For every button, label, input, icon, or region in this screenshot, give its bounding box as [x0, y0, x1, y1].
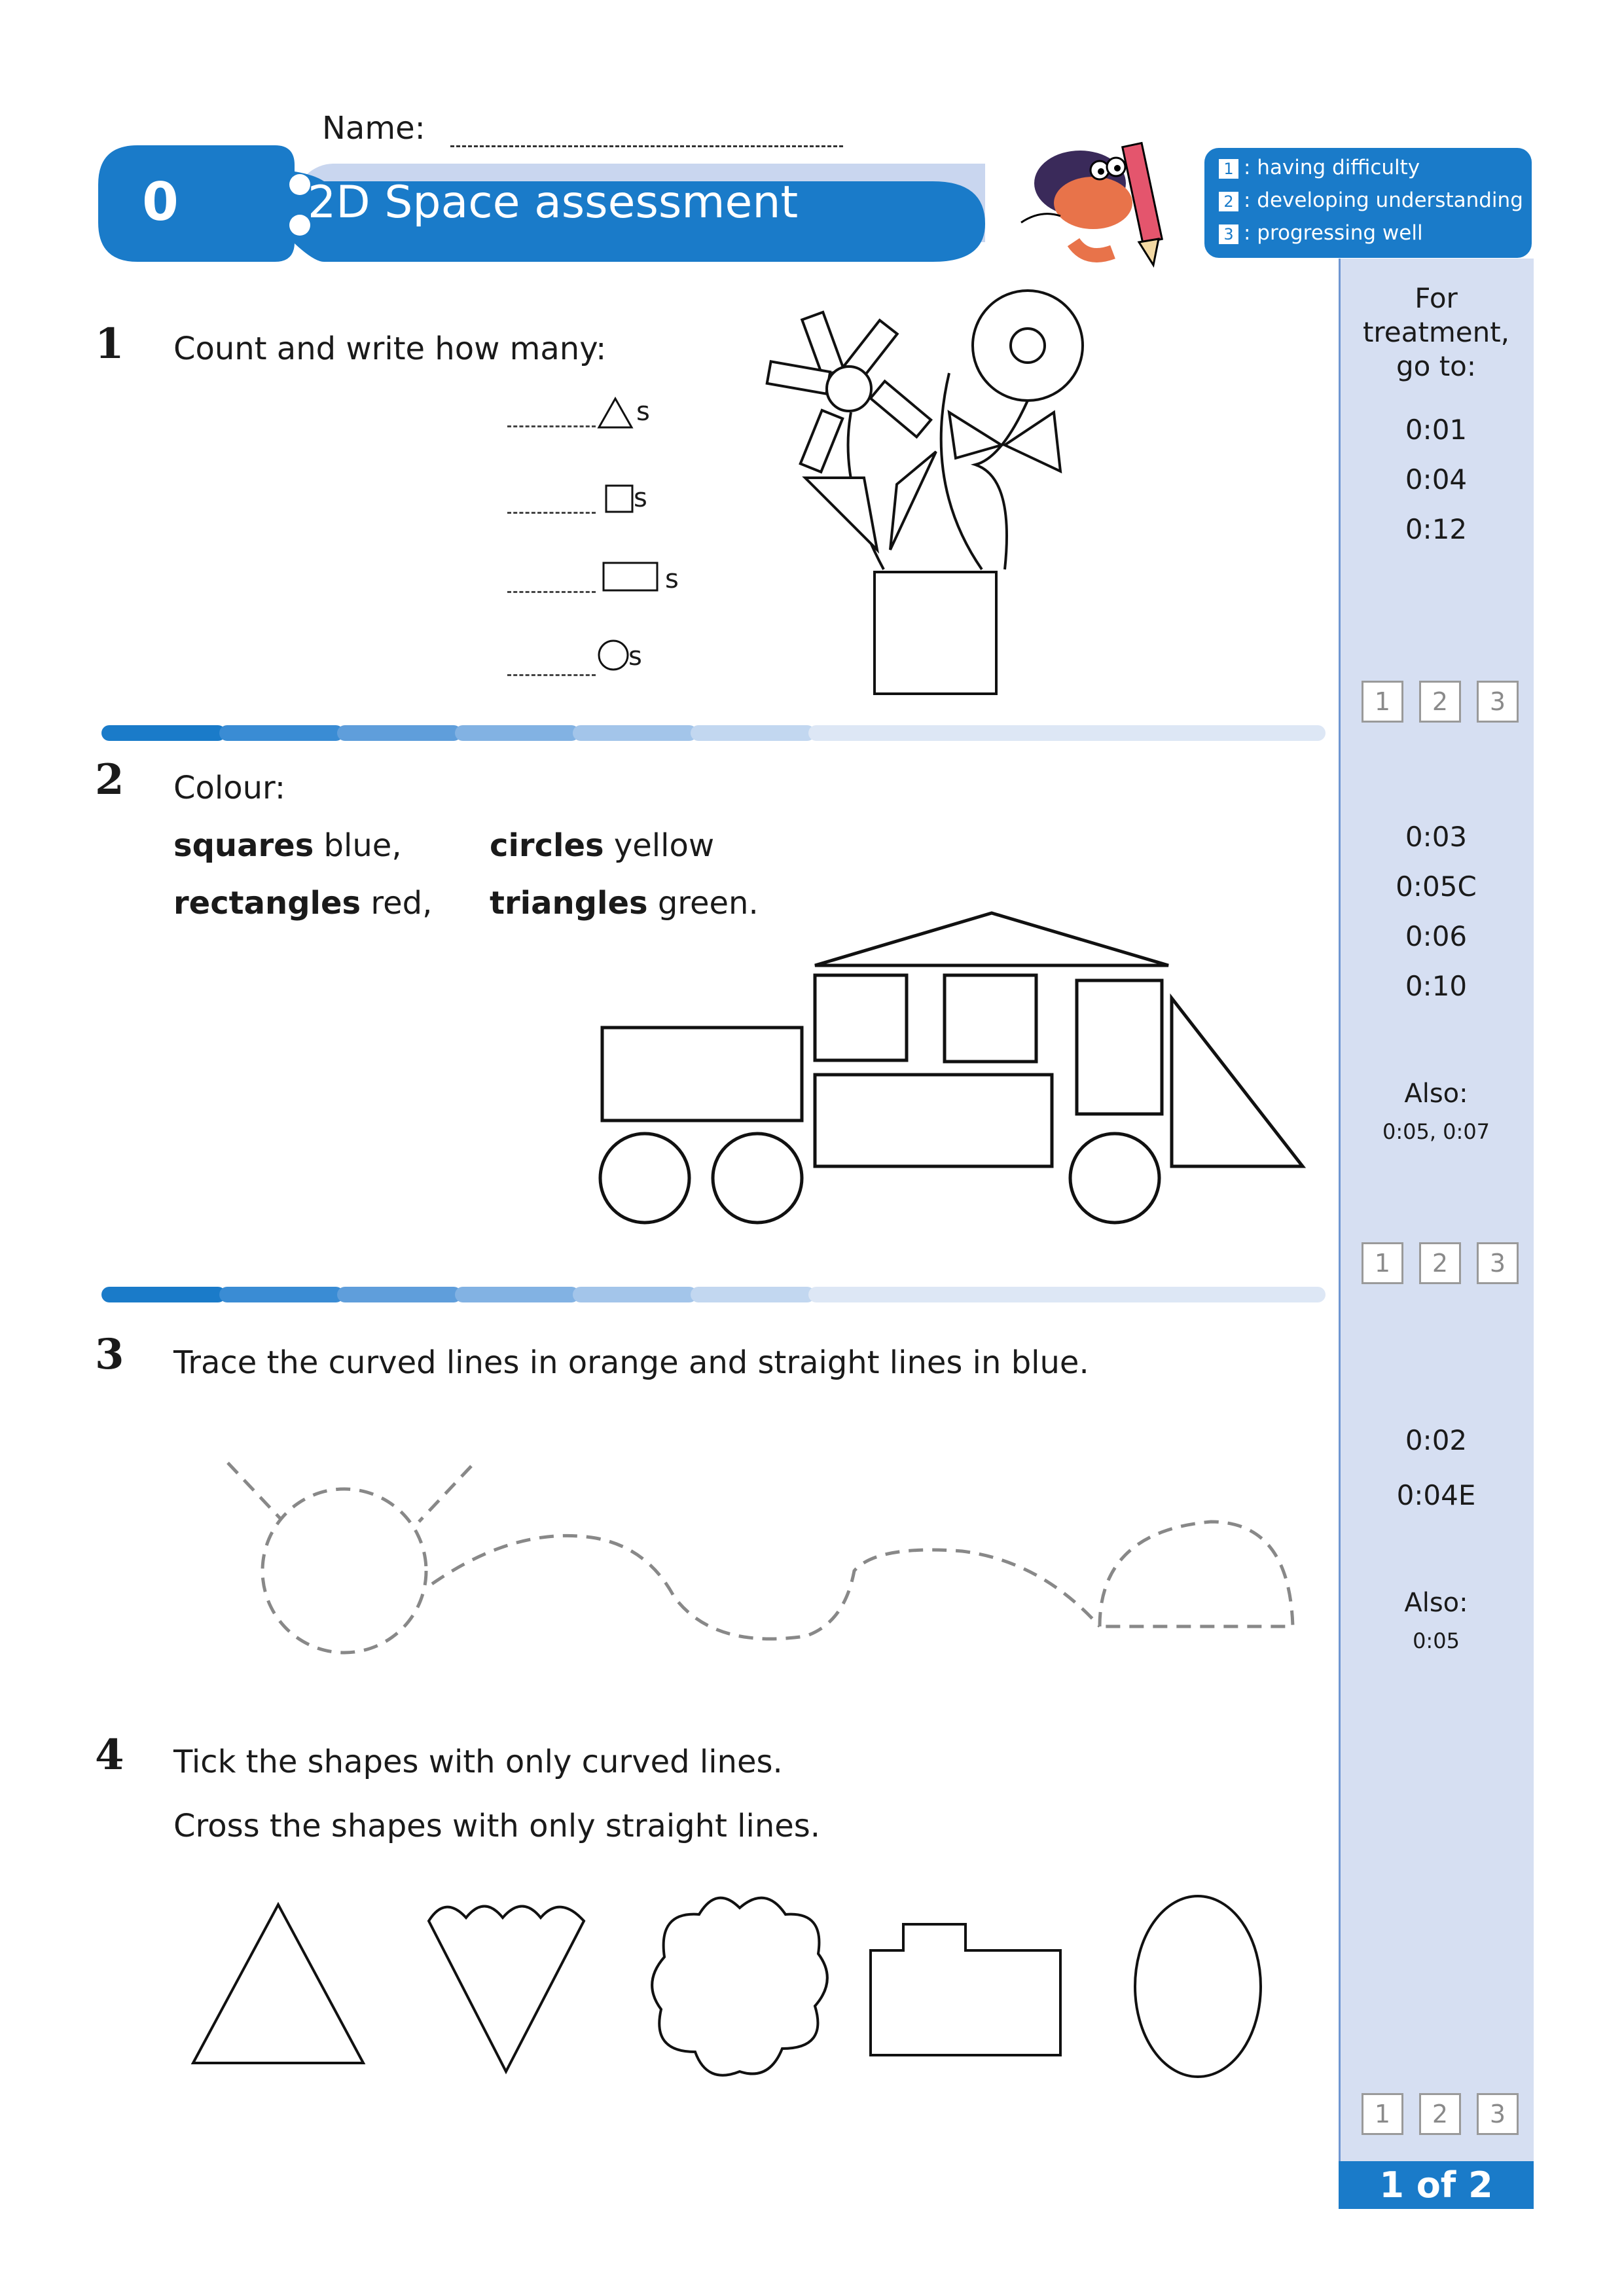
rating-box-2[interactable]: 2: [1419, 1242, 1461, 1284]
plural-suffix: s: [628, 641, 642, 672]
legend-row-1: 1 : having difficulty: [1219, 156, 1420, 179]
rating-boxes-q1: [1362, 681, 1519, 723]
plural-suffix: s: [634, 483, 647, 513]
section-divider: [101, 1287, 1339, 1302]
name-label: Name:: [322, 110, 425, 147]
truck-picture[interactable]: [592, 903, 1319, 1230]
triangle-shape[interactable]: [183, 1892, 373, 2081]
rating-box-3[interactable]: 3: [1477, 1242, 1519, 1284]
rating-box-2[interactable]: 2: [1419, 681, 1461, 723]
question-number: 2: [95, 755, 124, 804]
also-label: Also:: [1404, 1079, 1468, 1109]
crab-mascot-icon: [1001, 131, 1198, 275]
triangle-icon: [597, 397, 634, 429]
treatment-code: 0:01: [1405, 414, 1468, 446]
rating-box-1[interactable]: 1: [1362, 2093, 1403, 2135]
section-divider: [101, 725, 1339, 741]
rating-box-2[interactable]: 2: [1419, 2093, 1461, 2135]
also-codes: 0:05, 0:07: [1382, 1119, 1490, 1144]
triangle-count-input[interactable]: [507, 425, 596, 427]
colour-instruction: squares blue,: [173, 827, 402, 864]
assessment-number: 0: [142, 171, 179, 232]
legend-row-2: 2 : developing understanding: [1219, 188, 1523, 212]
treatment-code: 0:06: [1405, 920, 1468, 952]
notched-rectangle-shape[interactable]: [864, 1911, 1067, 2062]
page-number: 1 of 2: [1339, 2161, 1534, 2209]
colour-instruction: triangles green.: [490, 885, 759, 922]
question-text: Count and write how many:: [173, 331, 607, 367]
sidebar-title: For treatment, go to:: [1362, 282, 1510, 382]
rectangle-count-input[interactable]: [507, 591, 596, 593]
treatment-code: 0:05C: [1396, 870, 1477, 903]
circle-icon: [597, 639, 630, 672]
tracing-lines[interactable]: [216, 1446, 1316, 1662]
treatment-code: 0:02: [1405, 1424, 1468, 1456]
square-count-input[interactable]: [507, 512, 596, 514]
treatment-code: 0:04: [1405, 463, 1468, 495]
question-number: 4: [95, 1731, 124, 1780]
treatment-code: 0:03: [1405, 821, 1468, 853]
rating-box-3[interactable]: 3: [1477, 2093, 1519, 2135]
question-intro: Colour:: [173, 770, 286, 806]
rectangle-icon: [602, 562, 659, 592]
rating-boxes-q3-q4: [1362, 2093, 1519, 2135]
question-number: 3: [95, 1330, 124, 1379]
treatment-code: 0:12: [1405, 513, 1468, 545]
rating-boxes-q2: [1362, 1242, 1519, 1284]
plural-suffix: s: [636, 397, 650, 427]
plural-suffix: s: [665, 564, 679, 594]
question-text: Trace the curved lines in orange and straight lines in blue.: [173, 1344, 1089, 1381]
rating-legend: [1204, 148, 1532, 258]
scalloped-cone-shape[interactable]: [419, 1892, 596, 2081]
question-text: Cross the shapes with only straight lines.: [173, 1808, 821, 1844]
circle-count-input[interactable]: [507, 674, 596, 676]
rating-box-1[interactable]: 1: [1362, 1242, 1403, 1284]
question-text: Tick the shapes with only curved lines.: [173, 1744, 783, 1780]
treatment-sidebar: [1339, 259, 1534, 2209]
square-icon: [605, 484, 634, 513]
rating-box-1[interactable]: 1: [1362, 681, 1403, 723]
rating-box-3[interactable]: 3: [1477, 681, 1519, 723]
oval-shape[interactable]: [1126, 1885, 1270, 2088]
treatment-code: 0:04E: [1396, 1479, 1476, 1511]
page-title: 2D Space assessment: [308, 177, 799, 228]
also-label: Also:: [1404, 1588, 1468, 1618]
also-codes: 0:05: [1413, 1628, 1460, 1653]
question-number: 1: [95, 319, 124, 368]
colour-instruction: rectangles red,: [173, 885, 433, 922]
legend-row-3: 3 : progressing well: [1219, 221, 1423, 245]
flower-pot-picture: [759, 288, 1100, 700]
colour-instruction: circles yellow: [490, 827, 715, 864]
treatment-code: 0:10: [1405, 970, 1468, 1002]
flower-cloud-shape[interactable]: [641, 1885, 838, 2088]
